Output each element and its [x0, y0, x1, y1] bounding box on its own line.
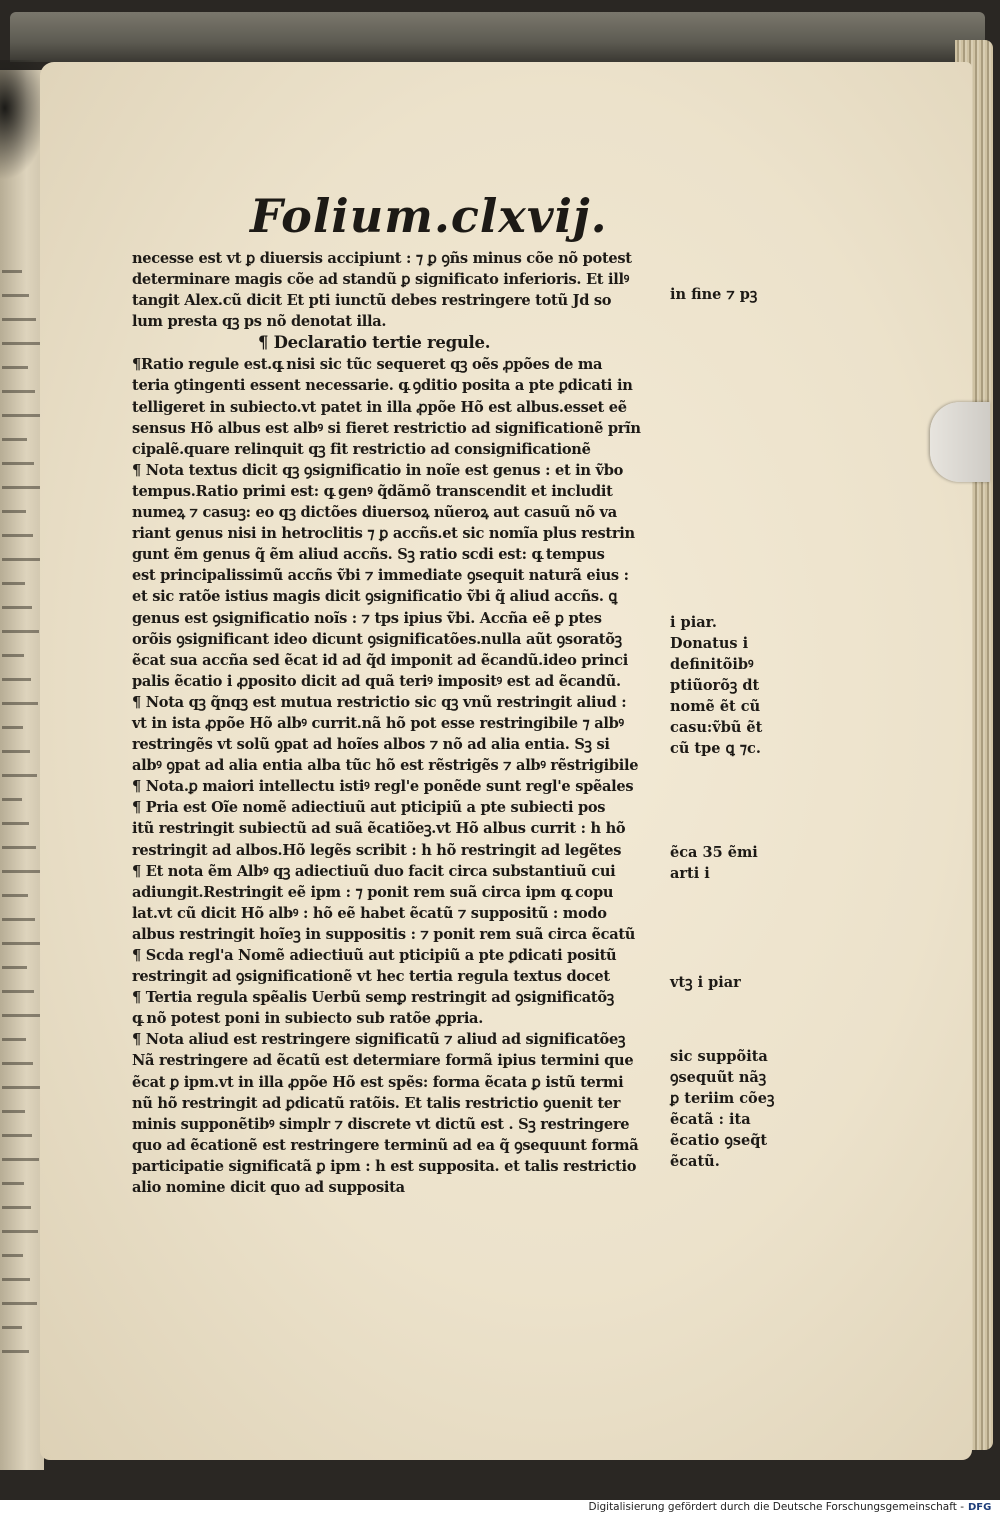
text-line: gunt ẽm genus q̃ ẽm aliud accñs. Sꝫ ratio scdi est: q꜡ tempus	[132, 546, 605, 564]
text-line: sensus Hõ albus est albꝰ si fieret restrictio ad significationẽ prĩn	[132, 419, 641, 437]
text-line: genus est ꝯsignificatio noĩs : ⁊ tps ipius ṽbi. Accña eẽ ꝑ ptes	[132, 609, 602, 627]
text-line: cipalẽ.quare relinquit qꝫ fit restrictio ad consignificationẽ	[132, 440, 591, 458]
facing-page-line	[2, 486, 41, 489]
facing-page-line	[2, 1350, 29, 1353]
facing-page-line	[2, 270, 22, 273]
text-line: ¶Ratio regule est.q꜡ nisi sic tũc sequeret qꝫ oẽs ꝓpões de ma	[132, 356, 603, 374]
text-line: et sic ratõe istius magis dicit ꝯsignificatio ṽbi q̃ aliud accñs. ꝗ	[132, 588, 618, 606]
text-line: ¶ Nota aliud est restringere significatũ ⁊ aliud ad significatõeꝫ	[132, 1031, 626, 1049]
facing-page-line	[2, 870, 43, 873]
text-line: ¶ Scda regl'a Nomẽ adiectiuũ aut pticipiũ a pte ꝑdicati positũ	[132, 947, 617, 964]
text-line: adiungit.Restringit eẽ ipm : ⁊ ponit rem suã circa ipm q꜡ copu	[132, 883, 614, 901]
section-heading: ¶ Declaratio tertie regule.	[258, 333, 491, 353]
facing-page-line	[2, 558, 40, 561]
text-line: ẽcat sua accña sed ẽcat id ad q̃d imponit ad ẽcandũ.ideo princi	[132, 651, 628, 669]
facing-page-fragment	[0, 70, 44, 1470]
text-line: nũ hõ restringit ad ꝑdicatũ ratõis. Et talis restrictio ꝯuenit ter	[132, 1094, 621, 1112]
body-text	[132, 248, 652, 1198]
facing-page-line	[2, 1062, 33, 1065]
facing-page-line	[2, 462, 34, 465]
facing-page-line	[2, 822, 29, 825]
facing-page-line	[2, 654, 24, 657]
facing-page-line	[2, 1278, 30, 1281]
facing-page-line	[2, 582, 25, 585]
text-line: ¶ Tertia regula spẽalis Uerbũ semꝑ restringit ad ꝯsignificatõꝫ	[132, 989, 614, 1007]
text-line: q꜡ nõ potest poni in subiecto sub ratõe ꝓpria.	[132, 1010, 483, 1028]
text-line: riant genus nisi in hetroclitis ⁊ ꝑ accñs.et sic nomĩa plus restrin	[132, 525, 635, 543]
facing-page-line	[2, 846, 36, 849]
text-line: ¶ Nota.ꝑ maiori intellectu istiꝰ regl'e ponẽde sunt regl'e spẽales	[132, 778, 634, 796]
text-line: ẽcat ꝑ ipm.vt in illa ꝓpõe Hõ est spẽs: forma ẽcata ꝑ istũ termi	[132, 1073, 624, 1091]
facing-page-line	[2, 510, 26, 513]
facing-page-line	[2, 294, 29, 297]
facing-page-line	[2, 342, 43, 345]
text-line: minis supponẽtibꝰ simplr ⁊ discrete vt dictũ est . Sꝫ restringere	[132, 1115, 630, 1133]
facing-page-line	[2, 1254, 23, 1257]
dfg-logo: DFG	[968, 1502, 992, 1513]
text-line: albꝰ ꝯpat ad alia entia alba tũc hõ est rẽstrigẽs ⁊ albꝰ rẽstrigibile	[132, 757, 639, 775]
facing-page-line	[2, 726, 23, 729]
facing-page-line	[2, 1302, 37, 1305]
footer-bar	[0, 1500, 1000, 1516]
text-line: ¶ Nota qꝫ q̃nqꝫ est mutua restrictio sic qꝫ vnũ restringit aliud :	[132, 693, 627, 711]
text-line: tangit Alex.cũ dicit Et pti iunctũ debes restringere totũ Jd so	[132, 292, 612, 310]
text-line: albus restringit hoĩeꝫ in suppositis : ⁊ ponit rem suã circa ẽcatũ	[132, 925, 636, 943]
facing-page-line	[2, 990, 34, 993]
facing-page-line	[2, 894, 28, 897]
facing-page-line	[2, 1110, 25, 1113]
facing-page-line	[2, 918, 35, 921]
text-line: determinare magis cõe ad standũ ꝑ significato inferioris. Et illꝰ	[132, 271, 630, 289]
folio-heading: Folium.clxvij.	[250, 189, 608, 243]
text-line: telligeret in subiecto.vt patet in illa ꝓpõe Hõ est albus.esset eẽ	[132, 398, 627, 416]
facing-page-line	[2, 678, 31, 681]
facing-page-line	[2, 1158, 39, 1161]
margin-note: ẽca 35 ẽmi arti i	[670, 844, 758, 882]
facing-page-line	[2, 1326, 22, 1329]
margin-note: in fine ⁊ pꝫ	[670, 286, 758, 303]
text-line: est principalissimũ accñs ṽbi ⁊ immediate ꝯsequit naturã eius :	[132, 567, 629, 585]
text-line: lat.vt cũ dicit Hõ albꝰ : hõ eẽ habet ẽcatũ ⁊ suppositũ : modo	[132, 904, 607, 922]
book-top-edge	[10, 12, 985, 62]
text-line: itũ restringit subiectũ ad suã ẽcatiõeꝫ.vt Hõ albus currit : h hõ	[132, 820, 626, 838]
facing-page-line	[2, 1206, 31, 1209]
text-line: teria ꝯtingenti essent necessarie. q꜡ ꝯditio posita a pte ꝑdicati in	[132, 377, 633, 395]
text-line: palis ẽcatio i ꝓposito dicit ad quã teriꝰ impositꝰ est ad ẽcandũ.	[132, 672, 621, 690]
facing-page-line	[2, 390, 35, 393]
facing-page-line	[2, 1230, 38, 1233]
text-line: ¶ Nota textus dicit qꝫ ꝯsignificatio in noĩe est genus : et in ṽbo	[132, 461, 624, 479]
facing-page-line	[2, 630, 39, 633]
facing-page-line	[2, 606, 32, 609]
text-line: quo ad ẽcationẽ est restringere terminũ ad ea q̃ ꝯsequunt formã	[132, 1136, 639, 1154]
text-line: numeꝝ ⁊ casuꝫ: eo qꝫ dictões diuersoꝝ nũeroꝝ aut casuũ nõ va	[132, 504, 617, 522]
facing-page-line	[2, 1134, 32, 1137]
facing-page-line	[2, 702, 38, 705]
facing-page-line	[2, 966, 27, 969]
facing-page-line	[2, 1086, 40, 1089]
text-line: tempus.Ratio primi est: q꜡ genꝰ q̃dãmõ transcendit et includit	[132, 482, 613, 500]
facing-page-line	[2, 798, 22, 801]
text-line: alio nomine dicit quo ad supposita	[132, 1179, 405, 1197]
page-clip	[930, 402, 990, 482]
footer-credit: Digitalisierung gefördert durch die Deutsche Forschungsgemeinschaft -	[588, 1501, 964, 1513]
facing-page-line	[2, 942, 42, 945]
facing-page-line	[2, 534, 33, 537]
facing-page-line	[2, 1182, 24, 1185]
text-line: ¶ Pria est Oĩe nomẽ adiectiuũ aut pticipiũ a pte subiecti pos	[132, 799, 606, 817]
facing-page-line	[2, 1038, 26, 1041]
text-line: Nã restringere ad ẽcatũ est determiare formã ipius termini que	[132, 1052, 634, 1070]
facing-page-line	[2, 774, 37, 777]
text-line: necesse est vt ꝑ diuersis accipiunt : ⁊ ꝑ ꝯñs minus cõe nõ potest	[132, 250, 632, 267]
facing-page-line	[2, 438, 27, 441]
text-line: orõis ꝯsignificant ideo dicunt ꝯsignificatões.nulla aũt ꝯsoratõꝫ	[132, 630, 622, 648]
facing-page-line	[2, 414, 42, 417]
text-line: restringẽs vt solũ ꝯpat ad hoĩes albos ⁊ nõ ad alia entia. Sꝫ si	[132, 736, 610, 754]
text-line: participatie significatã ꝑ ipm : h est supposita. et talis restrictio	[132, 1157, 637, 1175]
facing-page-line	[2, 1014, 41, 1017]
text-line: restringit ad albos.Hõ legẽs scribit : h hõ restringit ad legẽtes	[132, 841, 622, 859]
facing-page-line	[2, 318, 36, 321]
margin-note: vtꝫ i piar	[670, 974, 741, 991]
margin-note: i piar. Donatus i definitõibꝰ ptiũorõꝫ dt nomẽ ẽt cũ casu:ṽbũ ẽt cũ tpe ꝗ ⁊c.	[670, 614, 763, 757]
margin-note: sic suppõita ꝯsequũt nãꝫ ꝑ teriim cõeꝫ ẽcatã : ita ẽcatio ꝯseq̃t ẽcatũ.	[670, 1048, 775, 1170]
facing-page-line	[2, 366, 28, 369]
facing-page-line	[2, 750, 30, 753]
text-line: vt in ista ꝓpõe Hõ albꝰ currit.nã hõ pot esse restringibile ⁊ albꝰ	[132, 714, 624, 732]
text-line: lum presta qꝫ ps nõ denotat illa.	[132, 313, 387, 331]
text-line: ¶ Et nota ẽm Albꝰ qꝫ adiectiuũ duo facit circa substantiuũ cui	[132, 862, 616, 880]
text-line: restringit ad ꝯsignificationẽ vt hec tertia regula textus docet	[132, 968, 610, 986]
